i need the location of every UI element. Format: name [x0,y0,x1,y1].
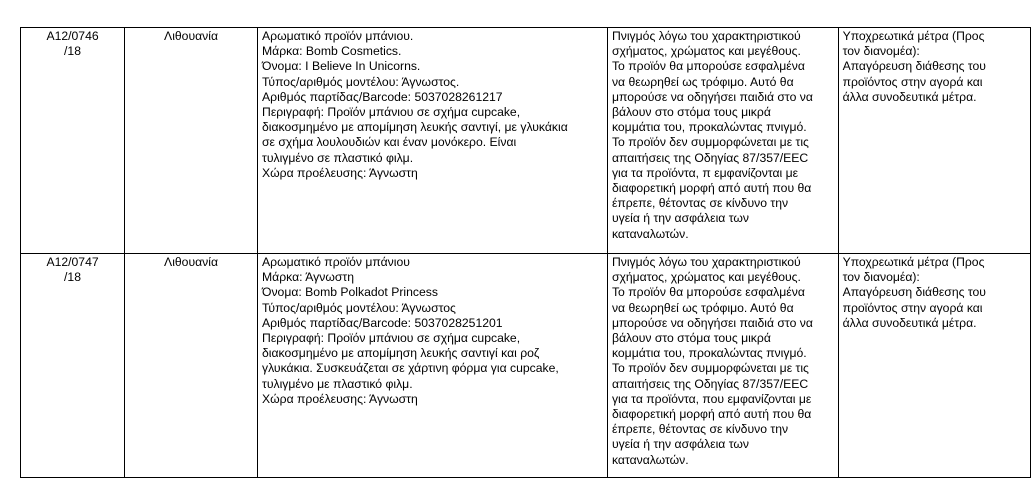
description-line: Αριθμός παρτίδας/Barcode: 5037028261217 [262,89,503,104]
country-text: Λιθουανία [164,255,219,269]
risk-line: Το προϊόν θα μπορούσε εσφαλμένα [611,285,805,300]
measures-line: προϊόντος στην αγορά και [842,74,983,89]
notification-id-part: A12/0747 [46,255,99,269]
risk-line: μπορούσε να οδηγήσει παιδιά στο να [611,315,813,330]
table-row [21,254,1031,478]
risk-line: υγεία ή την ασφάλεια των [611,211,749,226]
measures-cell [838,28,1030,254]
measures-cell [838,254,1030,478]
measures-line: Απαγόρευση διάθεσης του [842,285,986,300]
measures-line: προϊόντος στην αγορά και [842,300,983,315]
risk-line: κομμάτια του, προκαλώντας πνιγμό. [611,346,807,361]
description-line: τυλιγμένο με πλαστικό φιλμ. [262,376,413,391]
description-line: Αριθμός παρτίδας/Barcode: 5037028251201 [262,315,503,330]
risk-line: για τα προϊόντα, που εμφανίζονται με [611,391,812,406]
description-line: Χώρα προέλευσης: Άγνωστη [262,165,418,180]
measures-line: Απαγόρευση διάθεσης του [842,59,986,74]
risk-line: σχήματος, χρώματος και μεγέθους. [611,44,801,59]
notification-id-cell [21,28,125,254]
risk-line: Το προϊόν δεν συμμορφώνεται με τις [611,135,809,150]
risk-line: έπρεπε, θέτοντας σε κίνδυνο την [611,196,789,211]
risk-line: κομμάτια του, προκαλώντας πνιγμό. [611,120,807,135]
notification-id-part: /18 [64,44,81,59]
risk-line: καταναλωτών. [611,452,689,467]
description-line: Αρωματικό προϊόν μπάνιου. [262,29,414,43]
risk-line: βάλουν στο στόμα τους μικρά [611,105,771,120]
country-cell [125,254,258,478]
description-line: διακοσμημένο με απομίμηση λευκής σαντιγί και ροζ [262,346,540,361]
measures-line: άλλα συνοδευτικά μέτρα. [842,315,977,330]
notification-id-part: /18 [64,270,81,285]
risk-line: βάλουν στο στόμα τους μικρά [611,331,771,346]
description-line: Τύπος/αριθμός μοντέλου: Άγνωστος [262,300,456,315]
risk-line: απαιτήσεις της Οδηγίας 87/357/EEC [611,150,809,165]
description-line: Όνομα: I Believe In Unicorns. [262,59,421,74]
notification-id-part: A12/0746 [46,29,99,43]
description-line: τυλιγμένο σε πλαστικό φιλμ. [262,150,414,165]
risk-line: Το προϊόν δεν συμμορφώνεται με τις [611,361,809,376]
measures-line: τον διανομέα): [842,270,920,285]
risk-line: να θεωρηθεί ως τρόφιμο. Αυτό θα [611,74,794,89]
description-line: διακοσμημένο με απομίμηση λευκής σαντιγί, με γλυκάκια [262,120,568,135]
description-line: Χώρα προέλευσης: Άγνωστη [262,391,418,406]
table-row [21,28,1031,254]
records-table [20,27,1031,478]
description-line: Τύπος/αριθμός μοντέλου: Άγνωστος. [262,74,460,89]
risk-cell [607,254,838,478]
description-line: γλυκάκια. Συσκευάζεται σε χάρτινη φόρμα για cupcake, [262,361,559,376]
risk-line: για τα προϊόντα, π εμφανίζονται με [611,165,799,180]
measures-line: άλλα συνοδευτικά μέτρα. [842,89,977,104]
risk-line: Πνιγμός λόγω του χαρακτηριστικού [611,29,801,43]
risk-line: διαφορετική μορφή από αυτή που θα [611,181,812,196]
notification-id-cell [21,254,125,478]
description-line: Μάρκα: Bomb Cosmetics. [262,44,402,59]
product-description-cell [258,28,608,254]
risk-line: έπρεπε, θέτοντας σε κίνδυνο την [611,422,789,437]
description-line: Όνομα: Bomb Polkadot Princess [262,285,438,300]
measures-line: Υποχρεωτικά μέτρα (Προς [842,29,985,43]
measures-line: Υποχρεωτικά μέτρα (Προς [842,255,985,269]
risk-cell [607,28,838,254]
measures-line: τον διανομέα): [842,44,920,59]
description-line: Περιγραφή: Προϊόν μπάνιου σε σχήμα cupcake, [262,331,521,346]
description-line: Περιγραφή: Προϊόν μπάνιου σε σχήμα cupcake, [262,105,521,120]
risk-line: σχήματος, χρώματος και μεγέθους. [611,270,801,285]
risk-line: διαφορετική μορφή από αυτή που θα [611,407,812,422]
risk-line: υγεία ή την ασφάλεια των [611,437,749,452]
country-cell [125,28,258,254]
description-line: Αρωματικό προϊόν μπάνιου [262,255,410,269]
risk-line: Πνιγμός λόγω του χαρακτηριστικού [611,255,801,269]
description-line: σε σχήμα λουλουδιών και έναν μονόκερο. Είναι [262,135,517,150]
risk-line: απαιτήσεις της Οδηγίας 87/357/EEC [611,376,809,391]
risk-line: καταναλωτών. [611,226,689,241]
risk-line: Το προϊόν θα μπορούσε εσφαλμένα [611,59,805,74]
product-description-cell [258,254,608,478]
country-text: Λιθουανία [164,29,219,43]
risk-line: μπορούσε να οδηγήσει παιδιά στο να [611,89,813,104]
description-line: Μάρκα: Άγνωστη [262,270,354,285]
risk-line: να θεωρηθεί ως τρόφιμο. Αυτό θα [611,300,794,315]
